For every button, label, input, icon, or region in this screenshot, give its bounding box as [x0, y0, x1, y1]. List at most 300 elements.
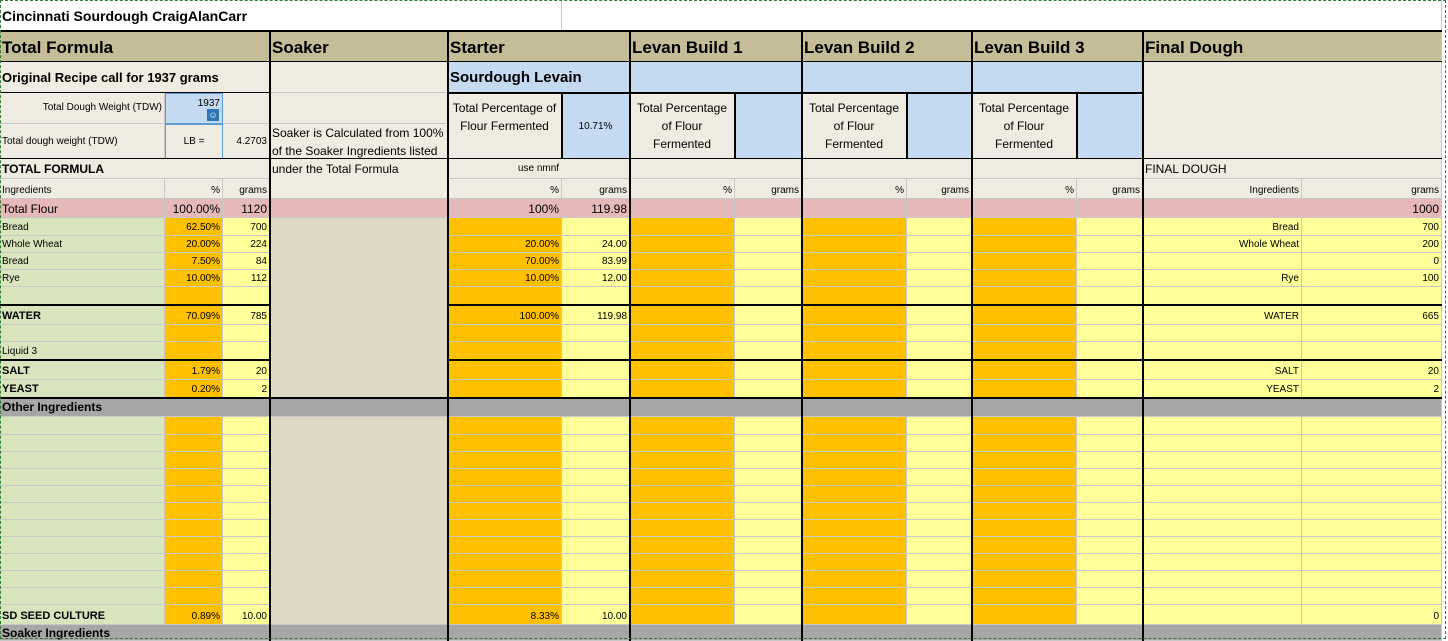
- other-1-levan-pct[interactable]: [630, 435, 735, 452]
- other-1-pct[interactable]: [165, 435, 223, 452]
- flour-1-levan-pct[interactable]: [630, 236, 735, 253]
- levan2-tpf-label[interactable]: [802, 93, 907, 159]
- liquid2-levan-grams[interactable]: [735, 325, 802, 342]
- other-4-levan-pct[interactable]: [630, 486, 735, 503]
- flour-blank-levan-grams[interactable]: [1077, 287, 1143, 305]
- water-name[interactable]: [0, 305, 165, 325]
- flour-0-starter-grams[interactable]: [562, 218, 630, 236]
- other-6-pct[interactable]: [165, 520, 223, 537]
- flour-1-final-grams[interactable]: [1302, 236, 1442, 253]
- sd-seed-levan-pct[interactable]: [972, 605, 1077, 625]
- flour-0-levan-pct[interactable]: [630, 218, 735, 236]
- other-9-levan-grams[interactable]: [907, 571, 972, 588]
- other-7-grams[interactable]: [223, 537, 270, 554]
- yeast-levan-pct[interactable]: [630, 380, 735, 398]
- flour-blank-levan-pct[interactable]: [972, 287, 1077, 305]
- liquid3-pct[interactable]: [165, 342, 223, 360]
- other-8-starter-grams[interactable]: [562, 554, 630, 571]
- other-4-grams[interactable]: [223, 486, 270, 503]
- other-0-starter-grams[interactable]: [562, 417, 630, 435]
- other-3-levan-grams[interactable]: [735, 469, 802, 486]
- flour-blank-levan-pct[interactable]: [630, 287, 735, 305]
- flour-3-starter-grams[interactable]: [562, 270, 630, 287]
- liquid3-levan-pct[interactable]: [972, 342, 1077, 360]
- salt-levan-grams[interactable]: [907, 360, 972, 380]
- other-6-levan-grams[interactable]: [907, 520, 972, 537]
- other-0-final-name[interactable]: [1143, 417, 1302, 435]
- other-4-levan-grams[interactable]: [735, 486, 802, 503]
- other-3-final-grams[interactable]: [1302, 469, 1442, 486]
- salt-name[interactable]: [0, 360, 165, 380]
- yeast-levan-pct[interactable]: [802, 380, 907, 398]
- other-5-final-grams[interactable]: [1302, 503, 1442, 520]
- other-1-starter-grams[interactable]: [562, 435, 630, 452]
- salt-levan-pct[interactable]: [972, 360, 1077, 380]
- liquid2-levan-pct[interactable]: [972, 325, 1077, 342]
- title-blank[interactable]: [562, 0, 1442, 31]
- other-9-levan-grams[interactable]: [1077, 571, 1143, 588]
- flour-0-grams[interactable]: [223, 218, 270, 236]
- other-5-levan-grams[interactable]: [735, 503, 802, 520]
- liquid2-starter-grams[interactable]: [562, 325, 630, 342]
- flour-0-final-grams[interactable]: [1302, 218, 1442, 236]
- sd-seed-starter-pct[interactable]: [448, 605, 562, 625]
- other-2-levan-pct[interactable]: [972, 452, 1077, 469]
- section-header-levan2[interactable]: [802, 31, 972, 62]
- other-10-starter-pct[interactable]: [448, 588, 562, 605]
- other-1-levan-grams[interactable]: [1077, 435, 1143, 452]
- other-8-name[interactable]: [0, 554, 165, 571]
- final-col-grams[interactable]: [1302, 179, 1442, 199]
- levan3-tpf-value[interactable]: [1077, 93, 1143, 159]
- flour-0-levan-grams[interactable]: [735, 218, 802, 236]
- other-8-levan-grams[interactable]: [735, 554, 802, 571]
- col-grams-1[interactable]: [735, 179, 802, 199]
- flour-1-name[interactable]: [0, 236, 165, 253]
- liquid3-levan-grams[interactable]: [907, 342, 972, 360]
- other-10-levan-grams[interactable]: [1077, 588, 1143, 605]
- flour-2-levan-pct[interactable]: [802, 253, 907, 270]
- other-7-final-name[interactable]: [1143, 537, 1302, 554]
- other-0-starter-pct[interactable]: [448, 417, 562, 435]
- other-2-levan-grams[interactable]: [1077, 452, 1143, 469]
- liquid3-levan-pct[interactable]: [802, 342, 907, 360]
- flour-2-levan-grams[interactable]: [907, 253, 972, 270]
- other-2-grams[interactable]: [223, 452, 270, 469]
- other-7-name[interactable]: [0, 537, 165, 554]
- other-6-levan-pct[interactable]: [972, 520, 1077, 537]
- other-6-starter-pct[interactable]: [448, 520, 562, 537]
- col-grams[interactable]: [223, 179, 270, 199]
- total-flour-pct[interactable]: [165, 199, 223, 218]
- soaker-note[interactable]: [270, 124, 448, 199]
- water-levan-grams[interactable]: [735, 305, 802, 325]
- total-formula-label[interactable]: [0, 159, 270, 179]
- flour-0-levan-grams[interactable]: [907, 218, 972, 236]
- flour-2-final-grams[interactable]: [1302, 253, 1442, 270]
- col-ingredients[interactable]: [0, 179, 165, 199]
- other-7-levan-pct[interactable]: [802, 537, 907, 554]
- liquid2-levan-pct[interactable]: [802, 325, 907, 342]
- tdw-lb-label[interactable]: [0, 124, 165, 159]
- levan2-tpf-value[interactable]: [907, 93, 972, 159]
- sd-seed-starter-grams[interactable]: [562, 605, 630, 625]
- other-6-grams[interactable]: [223, 520, 270, 537]
- liquid2-levan-pct[interactable]: [630, 325, 735, 342]
- flour-2-final-name[interactable]: [1143, 253, 1302, 270]
- other-2-levan-grams[interactable]: [907, 452, 972, 469]
- section-header-total_formula[interactable]: [0, 31, 270, 62]
- flour-blank-levan-pct[interactable]: [802, 287, 907, 305]
- soaker-column[interactable]: [270, 218, 448, 398]
- levan-flour-K[interactable]: [972, 199, 1077, 218]
- liquid3-levan-pct[interactable]: [630, 342, 735, 360]
- sheet-title[interactable]: [0, 0, 562, 31]
- flour-1-levan-grams[interactable]: [907, 236, 972, 253]
- other-5-starter-pct[interactable]: [448, 503, 562, 520]
- col-pct-3[interactable]: [972, 179, 1077, 199]
- other-4-final-grams[interactable]: [1302, 486, 1442, 503]
- yeast-starter-grams[interactable]: [562, 380, 630, 398]
- flour-2-levan-pct[interactable]: [630, 253, 735, 270]
- levan-flour-I[interactable]: [802, 199, 907, 218]
- salt-pct[interactable]: [165, 360, 223, 380]
- other-10-levan-grams[interactable]: [907, 588, 972, 605]
- section-header-soaker[interactable]: [270, 31, 448, 62]
- other-3-levan-pct[interactable]: [802, 469, 907, 486]
- other-8-levan-pct[interactable]: [802, 554, 907, 571]
- other-7-pct[interactable]: [165, 537, 223, 554]
- other-4-starter-pct[interactable]: [448, 486, 562, 503]
- other-3-starter-pct[interactable]: [448, 469, 562, 486]
- other-8-levan-grams[interactable]: [907, 554, 972, 571]
- sd-seed-levan-grams[interactable]: [907, 605, 972, 625]
- col-grams-2[interactable]: [907, 179, 972, 199]
- section-header-starter[interactable]: [448, 31, 630, 62]
- col-grams-3[interactable]: [1077, 179, 1143, 199]
- soaker-blank[interactable]: [270, 62, 448, 93]
- water-starter-pct[interactable]: [448, 305, 562, 325]
- other-7-starter-pct[interactable]: [448, 537, 562, 554]
- water-final-grams[interactable]: [1302, 305, 1442, 325]
- final-flour-grams[interactable]: [1302, 199, 1442, 218]
- sd-seed-levan-grams[interactable]: [735, 605, 802, 625]
- flour-blank-final-grams[interactable]: [1302, 287, 1442, 305]
- other-5-pct[interactable]: [165, 503, 223, 520]
- other-8-levan-grams[interactable]: [1077, 554, 1143, 571]
- other-1-levan-pct[interactable]: [802, 435, 907, 452]
- liquid3-starter-grams[interactable]: [562, 342, 630, 360]
- flour-2-levan-grams[interactable]: [1077, 253, 1143, 270]
- other-6-levan-pct[interactable]: [802, 520, 907, 537]
- salt-starter-grams[interactable]: [562, 360, 630, 380]
- other-1-levan-grams[interactable]: [735, 435, 802, 452]
- other-5-levan-grams[interactable]: [1077, 503, 1143, 520]
- other-7-final-grams[interactable]: [1302, 537, 1442, 554]
- sd-seed-final-name[interactable]: [1143, 605, 1302, 625]
- other-3-starter-grams[interactable]: [562, 469, 630, 486]
- levan3-tpf-label[interactable]: [972, 93, 1077, 159]
- other-6-levan-pct[interactable]: [630, 520, 735, 537]
- soaker-blank2[interactable]: [270, 93, 448, 124]
- use-nmnf[interactable]: [448, 159, 630, 179]
- lb-label[interactable]: [165, 124, 223, 159]
- water-starter-grams[interactable]: [562, 305, 630, 325]
- soaker-ingredients-header[interactable]: [0, 625, 1442, 641]
- liquid2-grams[interactable]: [223, 325, 270, 342]
- tdw-input[interactable]: [165, 93, 223, 124]
- starter-flour-grams[interactable]: [562, 199, 630, 218]
- other-10-final-grams[interactable]: [1302, 588, 1442, 605]
- flour-0-levan-pct[interactable]: [972, 218, 1077, 236]
- sd-seed-final-grams[interactable]: [1302, 605, 1442, 625]
- flour-2-name[interactable]: [0, 253, 165, 270]
- levan3-r6[interactable]: [972, 159, 1143, 179]
- flour-blank-starter-grams[interactable]: [562, 287, 630, 305]
- flour-blank-grams[interactable]: [223, 287, 270, 305]
- other-2-pct[interactable]: [165, 452, 223, 469]
- tdw-label[interactable]: [0, 93, 165, 124]
- other-9-starter-grams[interactable]: [562, 571, 630, 588]
- other-0-grams[interactable]: [223, 417, 270, 435]
- other-9-final-grams[interactable]: [1302, 571, 1442, 588]
- other-2-starter-grams[interactable]: [562, 452, 630, 469]
- other-9-levan-pct[interactable]: [630, 571, 735, 588]
- other-0-levan-pct[interactable]: [972, 417, 1077, 435]
- liquid3-starter-pct[interactable]: [448, 342, 562, 360]
- col-pct-1[interactable]: [630, 179, 735, 199]
- col-grams-0[interactable]: [562, 179, 630, 199]
- other-10-levan-pct[interactable]: [972, 588, 1077, 605]
- other-10-name[interactable]: [0, 588, 165, 605]
- other-1-levan-grams[interactable]: [907, 435, 972, 452]
- other-0-pct[interactable]: [165, 417, 223, 435]
- flour-0-starter-pct[interactable]: [448, 218, 562, 236]
- section-header-levan1[interactable]: [630, 31, 802, 62]
- salt-levan-grams[interactable]: [735, 360, 802, 380]
- soaker-column-lower[interactable]: [270, 417, 448, 625]
- section-header-levan3[interactable]: [972, 31, 1143, 62]
- flour-blank-levan-grams[interactable]: [907, 287, 972, 305]
- other-3-levan-pct[interactable]: [630, 469, 735, 486]
- flour-3-levan-grams[interactable]: [907, 270, 972, 287]
- other-6-levan-grams[interactable]: [1077, 520, 1143, 537]
- other-1-levan-pct[interactable]: [972, 435, 1077, 452]
- flour-1-pct[interactable]: [165, 236, 223, 253]
- flour-3-levan-grams[interactable]: [1077, 270, 1143, 287]
- other-7-levan-grams[interactable]: [907, 537, 972, 554]
- soaker-flour[interactable]: [270, 199, 448, 218]
- levan2-blank[interactable]: [802, 62, 972, 93]
- other-5-starter-grams[interactable]: [562, 503, 630, 520]
- flour-2-starter-grams[interactable]: [562, 253, 630, 270]
- flour-1-levan-grams[interactable]: [735, 236, 802, 253]
- liquid3-final-name[interactable]: [1143, 342, 1302, 360]
- flour-3-levan-grams[interactable]: [735, 270, 802, 287]
- flour-1-final-name[interactable]: [1143, 236, 1302, 253]
- original-recipe[interactable]: [0, 62, 270, 93]
- flour-3-levan-pct[interactable]: [802, 270, 907, 287]
- col-pct-2[interactable]: [802, 179, 907, 199]
- other-2-final-grams[interactable]: [1302, 452, 1442, 469]
- sd-seed-grams[interactable]: [223, 605, 270, 625]
- flour-1-levan-pct[interactable]: [972, 236, 1077, 253]
- starter-tpf-label[interactable]: [448, 93, 562, 159]
- sd-seed-levan-pct[interactable]: [802, 605, 907, 625]
- flour-2-starter-pct[interactable]: [448, 253, 562, 270]
- col-pct-0[interactable]: [448, 179, 562, 199]
- tdw-blank[interactable]: [223, 93, 270, 124]
- other-1-grams[interactable]: [223, 435, 270, 452]
- flour-2-levan-grams[interactable]: [735, 253, 802, 270]
- other-0-final-grams[interactable]: [1302, 417, 1442, 435]
- other-5-levan-pct[interactable]: [972, 503, 1077, 520]
- liquid3-name[interactable]: [0, 342, 165, 360]
- other-9-levan-pct[interactable]: [802, 571, 907, 588]
- final-dough-blank[interactable]: [1143, 62, 1442, 159]
- other-3-levan-grams[interactable]: [907, 469, 972, 486]
- other-7-starter-grams[interactable]: [562, 537, 630, 554]
- salt-grams[interactable]: [223, 360, 270, 380]
- water-levan-pct[interactable]: [630, 305, 735, 325]
- other-5-name[interactable]: [0, 503, 165, 520]
- other-6-levan-grams[interactable]: [735, 520, 802, 537]
- flour-3-name[interactable]: [0, 270, 165, 287]
- other-10-starter-grams[interactable]: [562, 588, 630, 605]
- other-9-name[interactable]: [0, 571, 165, 588]
- flour-2-pct[interactable]: [165, 253, 223, 270]
- flour-1-levan-grams[interactable]: [1077, 236, 1143, 253]
- flour-0-final-name[interactable]: [1143, 218, 1302, 236]
- flour-blank-levan-grams[interactable]: [735, 287, 802, 305]
- levan2-r6[interactable]: [802, 159, 972, 179]
- flour-1-starter-pct[interactable]: [448, 236, 562, 253]
- flour-0-name[interactable]: [0, 218, 165, 236]
- liquid2-levan-grams[interactable]: [1077, 325, 1143, 342]
- other-3-grams[interactable]: [223, 469, 270, 486]
- other-6-final-name[interactable]: [1143, 520, 1302, 537]
- flour-blank-name[interactable]: [0, 287, 165, 305]
- other-0-levan-pct[interactable]: [630, 417, 735, 435]
- other-9-pct[interactable]: [165, 571, 223, 588]
- yeast-levan-grams[interactable]: [1077, 380, 1143, 398]
- lb-value[interactable]: [223, 124, 270, 159]
- water-levan-grams[interactable]: [907, 305, 972, 325]
- other-3-final-name[interactable]: [1143, 469, 1302, 486]
- sd-seed-levan-grams[interactable]: [1077, 605, 1143, 625]
- other-10-levan-grams[interactable]: [735, 588, 802, 605]
- other-5-levan-pct[interactable]: [630, 503, 735, 520]
- flour-1-levan-pct[interactable]: [802, 236, 907, 253]
- other-0-levan-grams[interactable]: [1077, 417, 1143, 435]
- starter-tpf-value[interactable]: [562, 93, 630, 159]
- col-pct[interactable]: [165, 179, 223, 199]
- starter-flour-pct[interactable]: [448, 199, 562, 218]
- other-0-name[interactable]: [0, 417, 165, 435]
- flour-3-grams[interactable]: [223, 270, 270, 287]
- other-2-final-name[interactable]: [1143, 452, 1302, 469]
- levan1-tpf-value[interactable]: [735, 93, 802, 159]
- salt-levan-pct[interactable]: [802, 360, 907, 380]
- sd-seed-levan-pct[interactable]: [630, 605, 735, 625]
- other-7-levan-grams[interactable]: [1077, 537, 1143, 554]
- sd-seed-pct[interactable]: [165, 605, 223, 625]
- total-flour-name[interactable]: [0, 199, 165, 218]
- other-4-pct[interactable]: [165, 486, 223, 503]
- flour-blank-final-name[interactable]: [1143, 287, 1302, 305]
- other-4-starter-grams[interactable]: [562, 486, 630, 503]
- sd-seed-name[interactable]: [0, 605, 165, 625]
- other-1-final-grams[interactable]: [1302, 435, 1442, 452]
- flour-3-levan-pct[interactable]: [630, 270, 735, 287]
- other-6-starter-grams[interactable]: [562, 520, 630, 537]
- levan1-tpf-label[interactable]: [630, 93, 735, 159]
- other-5-final-name[interactable]: [1143, 503, 1302, 520]
- flour-1-starter-grams[interactable]: [562, 236, 630, 253]
- liquid3-levan-grams[interactable]: [1077, 342, 1143, 360]
- other-8-grams[interactable]: [223, 554, 270, 571]
- other-9-starter-pct[interactable]: [448, 571, 562, 588]
- flour-blank-pct[interactable]: [165, 287, 223, 305]
- flour-3-pct[interactable]: [165, 270, 223, 287]
- liquid3-levan-grams[interactable]: [735, 342, 802, 360]
- other-5-levan-grams[interactable]: [907, 503, 972, 520]
- other-8-final-grams[interactable]: [1302, 554, 1442, 571]
- section-header-final_dough[interactable]: [1143, 31, 1442, 62]
- liquid2-final-name[interactable]: [1143, 325, 1302, 342]
- other-10-levan-pct[interactable]: [802, 588, 907, 605]
- flour-1-grams[interactable]: [223, 236, 270, 253]
- levan3-blank[interactable]: [972, 62, 1143, 93]
- other-10-levan-pct[interactable]: [630, 588, 735, 605]
- other-4-name[interactable]: [0, 486, 165, 503]
- final-flour-name[interactable]: [1143, 199, 1302, 218]
- levan1-r6[interactable]: [630, 159, 802, 179]
- other-4-levan-pct[interactable]: [972, 486, 1077, 503]
- levan-flour-H[interactable]: [735, 199, 802, 218]
- other-0-levan-pct[interactable]: [802, 417, 907, 435]
- salt-starter-pct[interactable]: [448, 360, 562, 380]
- other-1-final-name[interactable]: [1143, 435, 1302, 452]
- other-9-final-name[interactable]: [1143, 571, 1302, 588]
- other-7-levan-pct[interactable]: [630, 537, 735, 554]
- yeast-final-name[interactable]: [1143, 380, 1302, 398]
- other-7-levan-grams[interactable]: [735, 537, 802, 554]
- flour-3-final-grams[interactable]: [1302, 270, 1442, 287]
- water-levan-grams[interactable]: [1077, 305, 1143, 325]
- salt-final-grams[interactable]: [1302, 360, 1442, 380]
- other-4-levan-pct[interactable]: [802, 486, 907, 503]
- other-5-levan-pct[interactable]: [802, 503, 907, 520]
- flour-0-levan-pct[interactable]: [802, 218, 907, 236]
- other-5-grams[interactable]: [223, 503, 270, 520]
- other-6-name[interactable]: [0, 520, 165, 537]
- yeast-starter-pct[interactable]: [448, 380, 562, 398]
- total-flour-grams[interactable]: [223, 199, 270, 218]
- flour-2-levan-pct[interactable]: [972, 253, 1077, 270]
- liquid2-starter-pct[interactable]: [448, 325, 562, 342]
- yeast-levan-grams[interactable]: [907, 380, 972, 398]
- liquid3-final-grams[interactable]: [1302, 342, 1442, 360]
- liquid2-levan-grams[interactable]: [907, 325, 972, 342]
- other-10-pct[interactable]: [165, 588, 223, 605]
- other-8-pct[interactable]: [165, 554, 223, 571]
- salt-levan-pct[interactable]: [630, 360, 735, 380]
- water-pct[interactable]: [165, 305, 223, 325]
- liquid2-final-grams[interactable]: [1302, 325, 1442, 342]
- other-ingredients-header[interactable]: [0, 398, 1442, 417]
- final-dough-label[interactable]: [1143, 159, 1442, 179]
